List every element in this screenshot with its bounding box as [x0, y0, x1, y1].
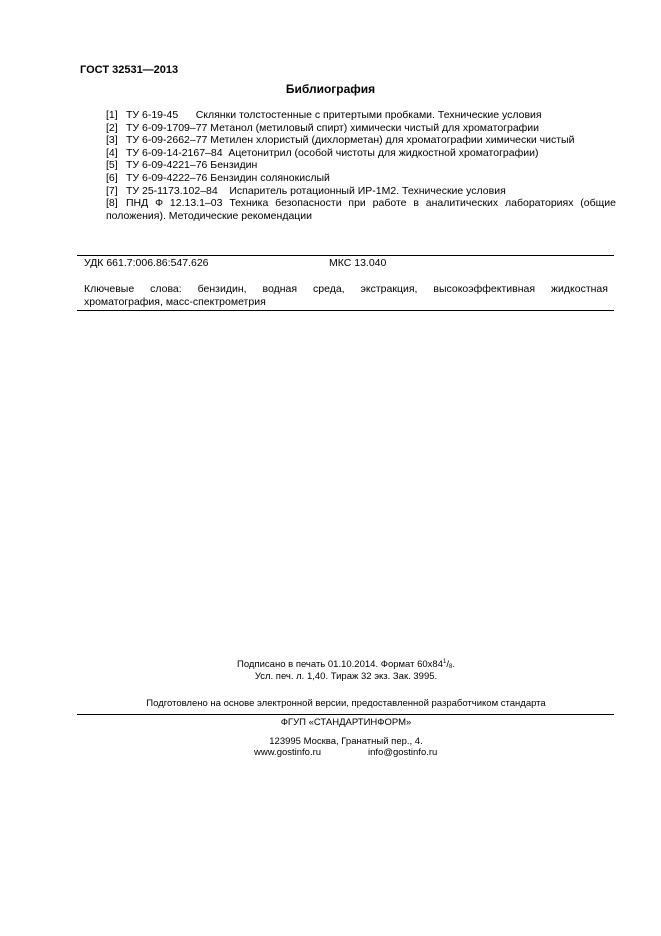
divider-bottom	[77, 310, 614, 311]
keywords-line	[84, 283, 608, 296]
divider-top	[77, 255, 614, 256]
entry-number: [8]	[106, 197, 118, 210]
keyword-word: водная	[262, 283, 298, 295]
bibliography-entry	[106, 147, 616, 160]
publisher-name: ФГУП «СТАНДАРТИНФОРМ»	[280, 717, 412, 728]
entry-number: [5]	[106, 159, 118, 172]
bibliography-entry	[106, 159, 616, 172]
entry-text: ТУ 6-09-2662–77 Метилен хлористый (дихлорметан) для хроматографии химически чистый	[126, 134, 575, 147]
keyword-word: экстракция,	[360, 283, 418, 295]
entry-number: [1]	[106, 109, 118, 121]
section-title: Библиография	[285, 82, 376, 96]
entry-text: ТУ 6-09-4222–76 Бензидин солянокислый	[126, 171, 330, 184]
entry-text: ТУ 6-19-45 Склянки толстостенные с притертыми пробками. Технические условия	[126, 109, 542, 121]
entry-text: ТУ 6-09-1709–77 Метанол (метиловый спирт) химически чистый для хроматографии	[126, 121, 540, 134]
imprint-signed: Подписано в печать 01.10.2014. Формат $60x84^1/_8$.	[237, 659, 455, 670]
entry-number: [4]	[106, 146, 118, 159]
keyword-word: среда,	[313, 283, 345, 295]
publisher-address: 123995 Москва, Гранатный пер., 4.	[269, 736, 423, 747]
bibliography-entry	[106, 122, 616, 135]
keywords-label: Ключевые	[84, 283, 135, 295]
mks-code: МКС 13.040	[329, 257, 387, 269]
website-link[interactable]: www.gostinfo.ru	[254, 747, 322, 758]
keyword-word: жидкостная	[551, 283, 608, 295]
entry-text: ТУ 25-1173.102–84 Испаритель ротационный ИР-1М2. Технические условия	[126, 184, 506, 197]
format-numerator: 1	[443, 659, 447, 665]
divider-publisher	[77, 714, 614, 715]
keywords-line: хроматография, масс-спектрометрия	[84, 296, 266, 308]
entry-number: [3]	[106, 134, 118, 147]
bibliography-entry	[106, 134, 616, 147]
imprint-signed-text: Подписано в печать 01.10.2014. Формат 60x84	[237, 659, 443, 670]
entry-text: ПНД Ф 12.13.1–03 Техника безопасности при работе в аналитических лабораториях (общие положения). Методические рекомендации	[106, 197, 616, 222]
format-denominator: 8	[448, 664, 453, 670]
entry-number: [2]	[106, 121, 118, 134]
keyword-word: слова:	[150, 283, 182, 295]
entry-text: ТУ 6-09-4221–76 Бензидин	[126, 159, 258, 172]
keywords-block	[84, 283, 608, 309]
udc-code: УДК 661.7:006.86:547.626	[84, 257, 209, 269]
imprint-print-run: Усл. печ. л. 1,40. Тираж 32 экз. Зак. 3995.	[254, 671, 438, 682]
bibliography-entry	[106, 185, 616, 198]
bibliography-entry	[106, 172, 616, 185]
document-code: ГОСТ 32531—2013	[80, 64, 179, 76]
bibliography-list	[106, 109, 616, 222]
imprint-suffix: .	[452, 659, 455, 670]
bibliography-entry	[106, 109, 616, 122]
keyword-word: бензидин,	[197, 283, 247, 295]
entry-number: [6]	[106, 171, 118, 184]
entry-text: ТУ 6-09-14-2167–84 Ацетонитрил (особой чистоты для жидкостной хроматографии)	[126, 146, 539, 159]
entry-number: [7]	[106, 184, 118, 197]
email-link[interactable]: info@gostinfo.ru	[368, 747, 438, 758]
prepared-note: Подготовлено на основе электронной версии, предоставленной разработчиком стандарта	[146, 698, 546, 709]
bibliography-entry	[106, 197, 616, 222]
keyword-word: высокоэффективная	[433, 283, 536, 295]
